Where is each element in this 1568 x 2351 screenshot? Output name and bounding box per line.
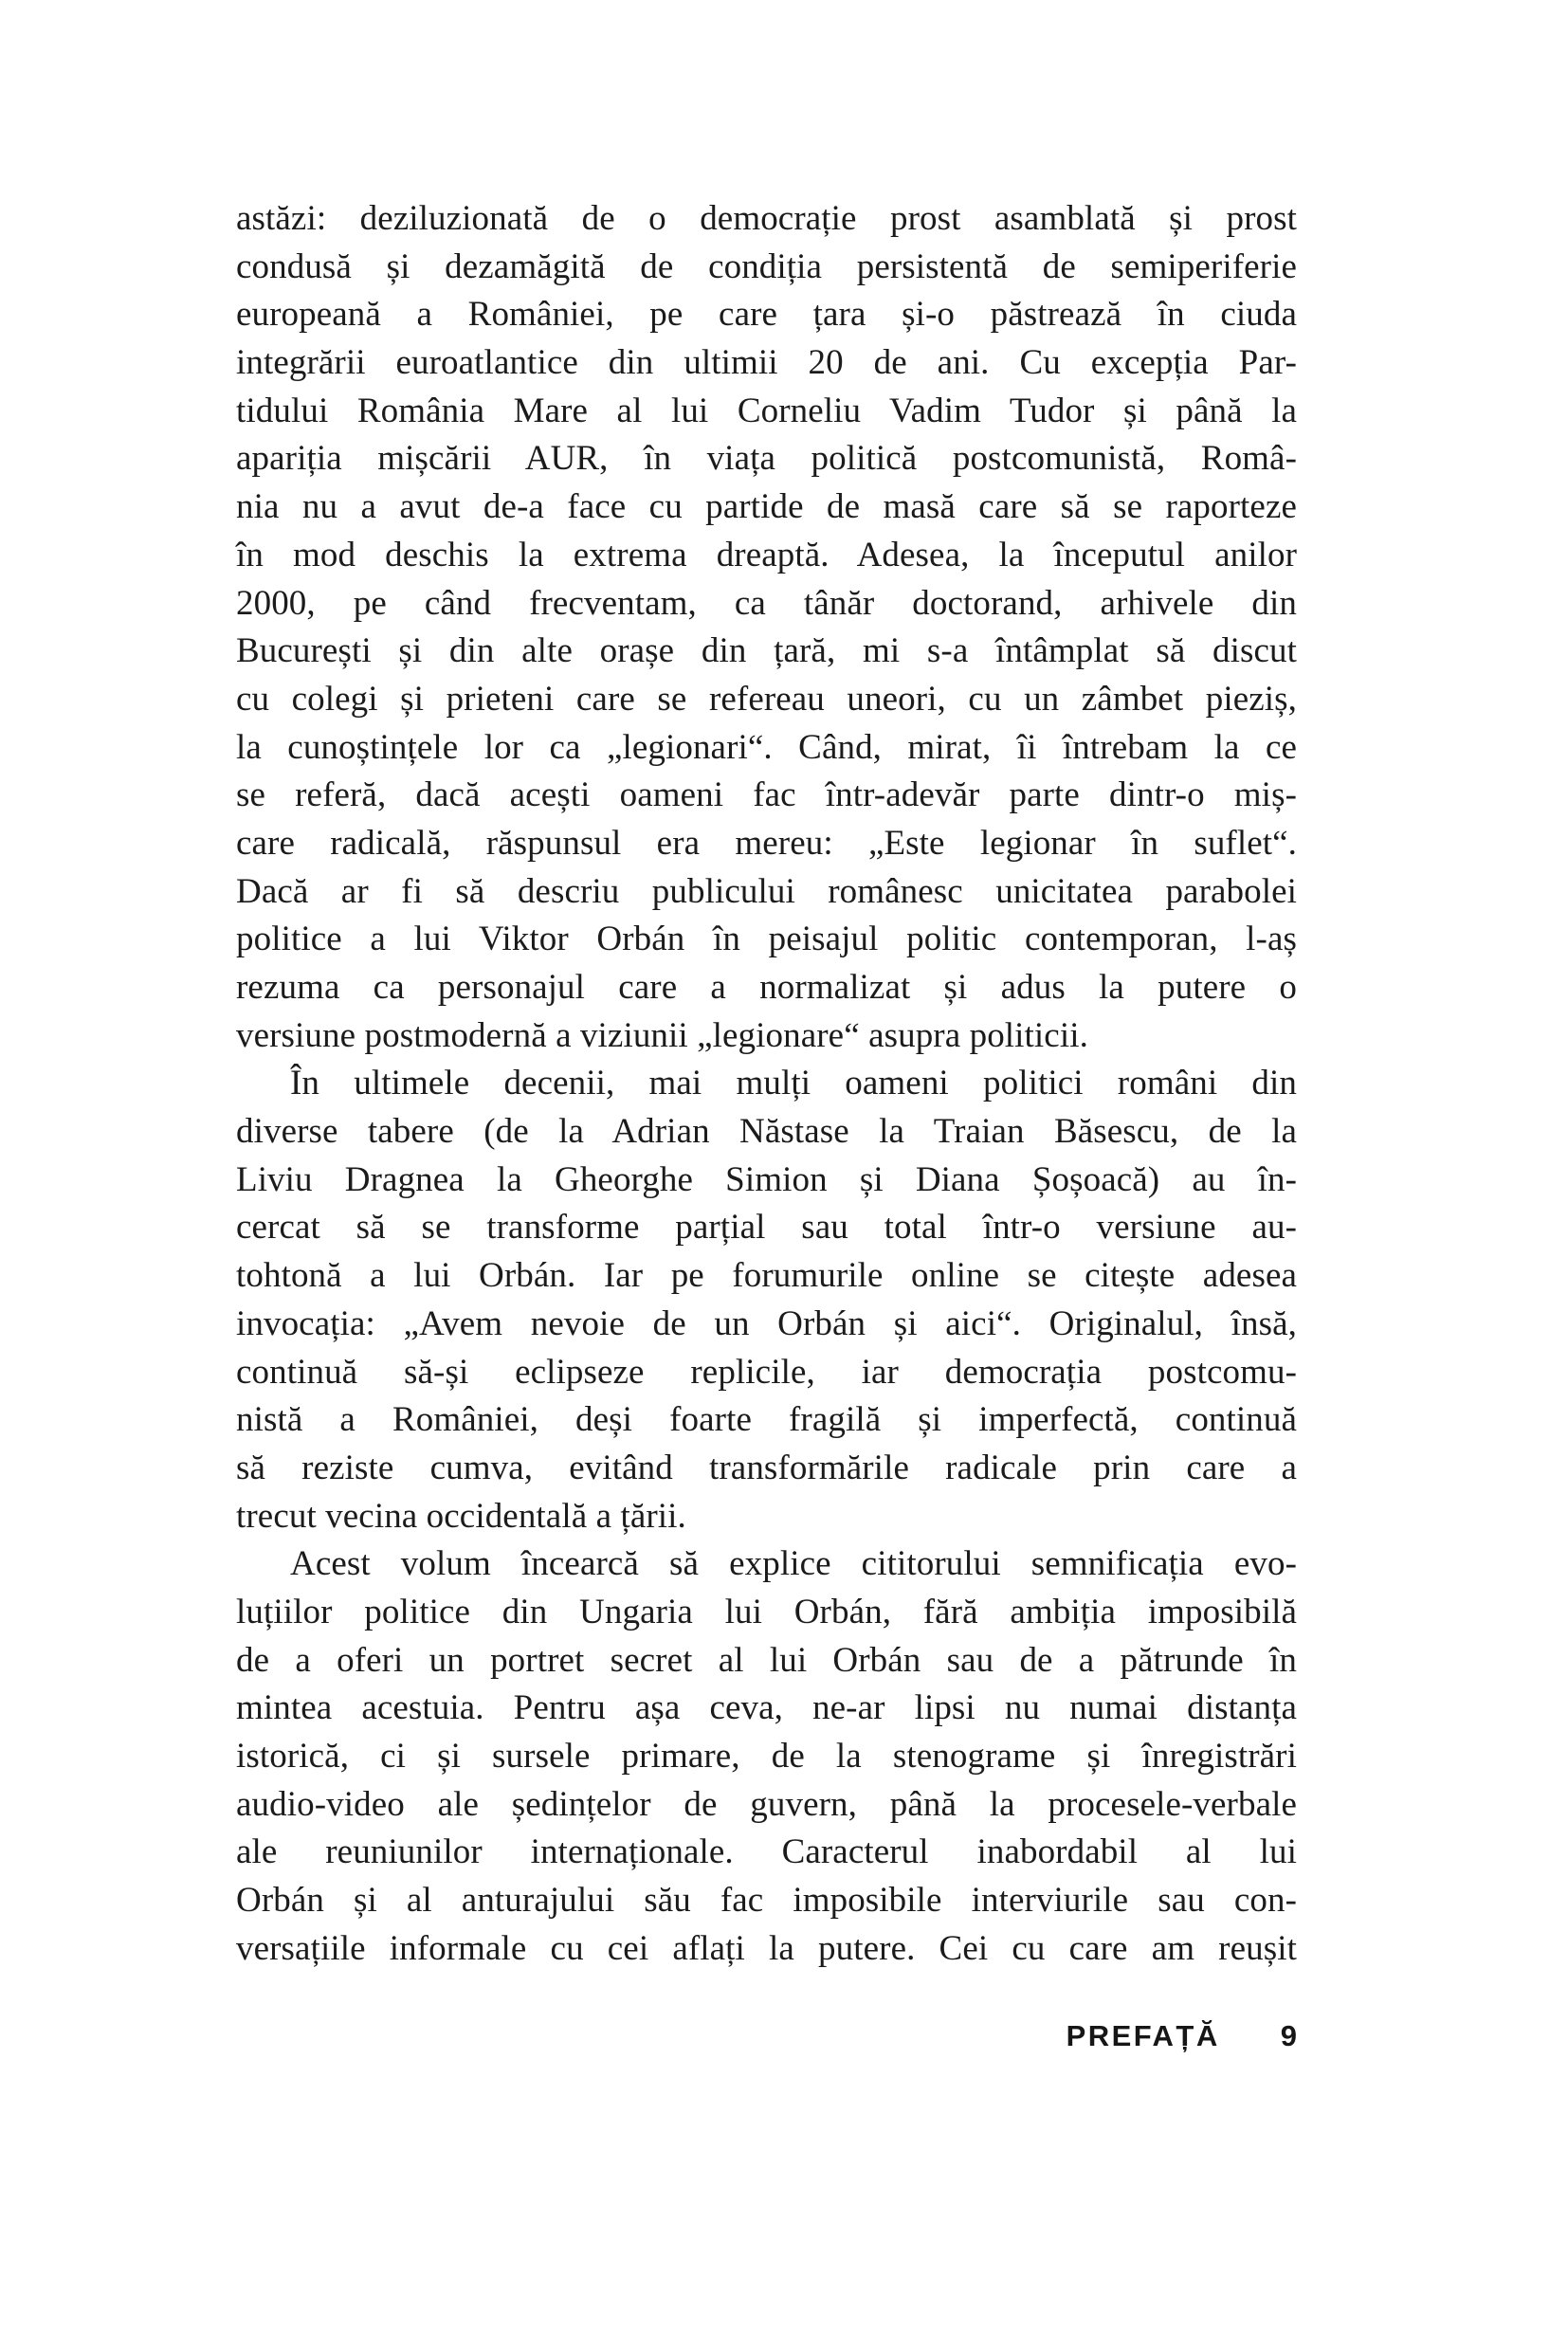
text-line: București și din alte orașe din țară, mi s-a întâmplat să discut <box>236 631 1297 671</box>
text-line: diverse tabere (de la Adrian Năstase la Traian Băsescu, de la <box>236 1112 1297 1152</box>
text-line: să reziste cumva, evitând transformările radicale prin care a <box>236 1448 1297 1487</box>
text-line: rezuma ca personajul care a normalizat și adus la putere o <box>236 968 1297 1007</box>
footer-section-label: PREFAȚĂ <box>1066 2019 1220 2052</box>
text-line: versiune postmodernă a viziunii „legionare“ asupra politicii. <box>236 1015 1088 1055</box>
text-line: invocația: „Avem nevoie de un Orbán și aici“. Originalul, însă, <box>236 1303 1297 1343</box>
text-line: trecut vecina occidentală a țării. <box>236 1496 686 1536</box>
text-line: 2000, pe când frecventam, ca tânăr doctorand, arhivele din <box>236 583 1297 623</box>
text-line: Acest volum încearcă să explice cititorului semnificația evo- <box>290 1544 1297 1584</box>
text-line: nia nu a avut de-a face cu partide de masă care să se raporteze <box>236 487 1297 527</box>
text-line: mintea acestuia. Pentru așa ceva, ne-ar lipsi nu numai distanța <box>236 1688 1297 1728</box>
text-line: istorică, ci și sursele primare, de la stenograme și înregistrări <box>236 1737 1297 1776</box>
text-line: continuă să-și eclipseze replicile, iar democrația postcomu- <box>236 1352 1297 1392</box>
text-line: luțiilor politice din Ungaria lui Orbán, fără ambiția imposibilă <box>236 1592 1297 1631</box>
text-line: apariția mișcării AUR, în viața politică postcomunistă, Româ- <box>236 439 1297 479</box>
page-footer <box>236 2017 1297 2055</box>
text-line: nistă a României, deși foarte fragilă și imperfectă, continuă <box>236 1400 1297 1440</box>
text-block <box>236 195 1297 1973</box>
text-line: condusă și dezamăgită de condiția persistentă de semiperiferie <box>236 246 1297 286</box>
footer-page-number: 9 <box>1280 2019 1297 2052</box>
text-line: astăzi: deziluzionată de o democrație prost asamblată și prost <box>236 199 1297 238</box>
text-line: se referă, dacă acești oameni fac într-adevăr parte dintr-o miș- <box>236 775 1297 815</box>
text-line: Orbán și al anturajului său fac imposibile interviurile sau con- <box>236 1881 1297 1921</box>
text-line: cu colegi și prieteni care se refereau uneori, cu un zâmbet pieziș, <box>236 679 1297 719</box>
text-line: în mod deschis la extrema dreaptă. Adesea, la începutul anilor <box>236 535 1297 574</box>
text-line: de a oferi un portret secret al lui Orbán sau de a pătrunde în <box>236 1640 1297 1680</box>
text-line: audio-video ale ședințelor de guvern, până la procesele-verbale <box>236 1784 1297 1824</box>
text-line: la cunoștințele lor ca „legionari“. Când, mirat, îi întrebam la ce <box>236 727 1297 767</box>
text-line: În ultimele decenii, mai mulți oameni politici români din <box>290 1064 1297 1103</box>
text-line: tohtonă a lui Orbán. Iar pe forumurile online se citește adesea <box>236 1256 1297 1296</box>
text-line: Liviu Dragnea la Gheorghe Simion și Diana Șoșoacă) au în- <box>236 1159 1297 1199</box>
text-line: versațiile informale cu cei aflați la putere. Cei cu care am reușit <box>236 1928 1297 1968</box>
text-line: integrării euroatlantice din ultimii 20 de ani. Cu excepția Par- <box>236 343 1297 383</box>
text-line: Dacă ar fi să descriu publicului românesc unicitatea parabolei <box>236 871 1297 911</box>
text-line: politice a lui Viktor Orbán în peisajul politic contemporan, l-aș <box>236 920 1297 959</box>
text-line: cercat să se transforme parțial sau total într-o versiune au- <box>236 1208 1297 1248</box>
text-line: ale reuniunilor internaționale. Caracterul inabordabil al lui <box>236 1832 1297 1872</box>
text-line: europeană a României, pe care țara și-o păstrează în ciuda <box>236 295 1297 335</box>
text-line: care radicală, răspunsul era mereu: „Este legionar în suflet“. <box>236 823 1297 863</box>
text-line: tidului România Mare al lui Corneliu Vadim Tudor și până la <box>236 391 1297 430</box>
